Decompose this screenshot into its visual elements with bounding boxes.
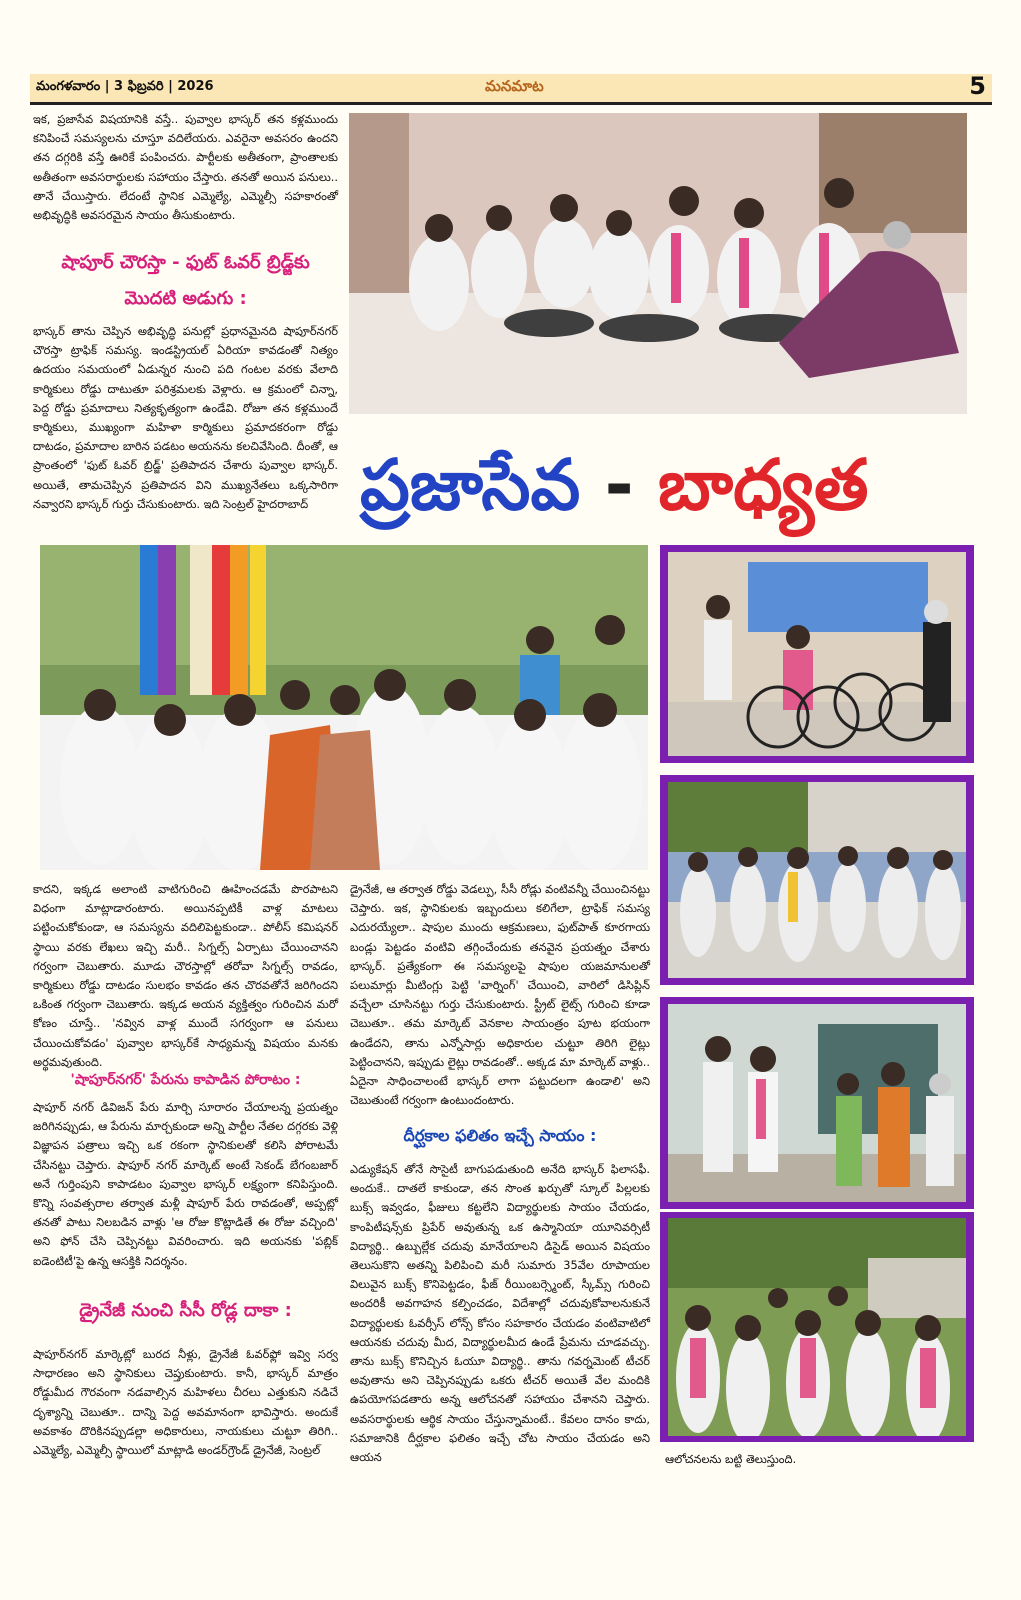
article-ending-line: ఆలోచనలను బట్టి తెలుస్తుంది.: [665, 1452, 797, 1466]
gathering-photo: [668, 1218, 966, 1436]
subhead-shapurnagar: 'షాపూర్‌నగర్' పేరును కాపాడిన పోరాటం :: [70, 1072, 301, 1088]
headline-part1: ప్రజాసేవ: [360, 444, 581, 526]
header-paper-name: మనమాట: [485, 77, 544, 95]
article-paragraph-4: షాపూర్ నగర్ డివిజన్ పేరు మార్చి సూరారం చేయాలన్న ప్రయత్నం జరిగినప్పుడు, ఆ పేరును మార్చకుండా అన్ని పార్టీల నేతల దగ్గరకు వెళ్లి విజ్ఞాపన పత్రాలు ఇచ్చి ఒక రకంగా స్థానికులతో కలిసి పోరాటమే చేసినట్టు చెప్తారు. షాపూర్ నగర్ మార్కెట్ అంటే సెకండ్ బేగంబజార్ అనే గుర్తింపుని కాపాడటం పువ్వాల భాస్కర్ లక్ష్యంగా కనిపిస్తుంది. కొన్ని సంవత్సరాల తర్వాత మళ్లీ షాపూర్ పేరు రావడంతో, అప్పట్లో తనతో పాటు నిలబడిన వాళ్లు 'ఆ రోజు కొట్లాడితే ఈ రోజు వచ్చింది' అని ఫోన్ చేసి చెప్పినట్టు వివరించారు. ఇది అయనకు 'పబ్లిక్ ఐడెంటిటీ'పై ఉన్న ఆసక్తికి నిదర్శనం.: [33, 1100, 338, 1268]
article-paragraph-1: ఇక, ప్రజాసేవ విషయానికి వస్తే.. పువ్వాల భాస్కర్ తన కళ్లముందు కనిపించే సమస్యలను చూస్తూ వదిలేయరు. ఎవరైనా అవసరం ఉందని తన దగ్గరికి వస్తే ఊరికే పంపించరు. పార్టీలకు అతీతంగా, ప్రాంతాలకు అతీతంగా అవసరార్థులకు సహాయం చేస్తారు. తనతో అయిన పనులు.. తానే చేయిస్తారు. లేదంటే స్థానిక ఎమ్మెల్యే, ఎమ్మెల్సీ సహకారంతో అభివృద్ధికి అవసరమైన సాయం తీసుకుంటారు.: [33, 112, 338, 223]
house-visit-photo: [668, 1004, 966, 1202]
article-paragraph-7: ఎడ్యుకేషన్ తోనే సొసైటీ బాగుపడుతుంది అనేది భాస్కర్ ఫిలాసఫీ. అందుకే.. దాతలే కాకుండా, తన సొంత ఖర్చుతో స్కూల్ పిల్లలకు బుక్స్ ఇవ్వడం, ఫీజులు కట్టలేని విద్యార్థులకు సాయం చేయడం, కాంపిటీషన్స్‌కు ప్రిపేర్ అవుతున్న ఒక ఉస్మానియా యూనివర్సిటీ విద్యార్థి.. ఉబ్బుల్లేక చదువు మానేయాలని డిసైడ్ అయిన విషయం తెలుసుకొని అతన్ని పిలిపించి మరీ సుమారు 35వేల రూపాయల విలువైన బుక్స్ కొనిపెట్టడం, ఫీజ్ రీయింబర్స్మెంట్, స్కీమ్స్ గురించి అందరికీ అవగాహన కల్పించడం, విదేశాల్లో చదువుకోవాలనుకునే విద్యార్థులకు ఓవర్సీస్ లోన్స్ కోసం సహకారం చేయడం వంటివాటిలో ఆయనకు చదువు మీద, విద్యార్థులమీద ఉండే ప్రేమను చూడవచ్చు. తాను బుక్స్ కొనిచ్చిన ఓయూ విద్యార్థి.. తాను గవర్నమెంట్ టీచర్ అవుతాను అని చెప్పినప్పుడు ఒకరు టీచర్ అయితే వేల మందికి ఉపయోగపడతారు అన్న ఆలోచనతో సహాయం చేశానని చెప్తారు. అవసరార్థులకు ఆర్థిక సాయం చేస్తున్నామంటే.. కేవలం దానం కాదు, సమాజానికి దీర్ఘకాల ఫలితం ఇచ్చే చోట సాయం చేయడం అని ఆయన: [350, 1162, 650, 1465]
crowd-photo: [668, 782, 966, 978]
header-date: మంగళవారం | 3 ఫిబ్రవరి | 2026: [36, 79, 214, 94]
headline-dash: -: [580, 444, 659, 526]
subhead-drainage: డ్రైనేజీ నుంచి సీసీ రోడ్ల దాకా :: [79, 1300, 292, 1321]
article-paragraph-2: భాస్కర్ తాను చెప్పిన అభివృద్ధి పనుల్లో ప్రధానమైనది షాపూర్‌నగర్ చౌరస్తా ట్రాఫిక్ సమస్య. ఇండస్ట్రియల్ ఏరియా కావడంతో నిత్యం ఉదయం సమయంలో ఏడున్నర నుంచి పది గంటల వరకు వేలాది కార్మికులు రోడ్డు దాటుతూ పరిశ్రమలకు వెళ్లారు. ఆ క్రమంలో చిన్నా, పెద్ద రోడ్డు ప్రమాదాలు నిత్యకృత్యంగా ఉండేవి. రోజూ తన కళ్లముందే కార్మికులు, ముఖ్యంగా మహిళా కార్మికులు ప్రమాదకరంగా రోడ్డు దాటడం, ప్రమాదాల బారిన పడటం అయనను కలచివేసింది. దీంతో, ఆ ప్రాంతంలో 'ఫుట్ ఓవర్ బ్రిడ్జ్' ప్రతిపాదన చేశారు పువ్వాల భాస్కర్. అయితే, తామచెప్పిన ప్రతిపాదన విని ముఖ్యనేతలు ఒక్కసారిగా నవ్వారని భాస్కర్ గుర్తు చేసుకుంటారు. ఇది సెంట్రల్ హైదరాబాద్: [33, 324, 338, 511]
headline: [360, 440, 980, 530]
tricycle-photo: [668, 552, 966, 756]
header-page-number: 5: [969, 72, 986, 100]
headline-part2: బాధ్యత: [658, 444, 869, 526]
article-paragraph-5: షాపూర్‌నగర్ మార్కెట్లో బురద నీళ్లు, డ్రైనేజీ ఓవర్‌ఫ్లో ఇవ్వి సర్వ సాధారణం అని స్థానికులు చెప్తుకుంటారు. కానీ, భాస్కర్ మాత్రం రోడ్డుమీద గౌరవంగా నడవాల్సిన మహిళలు చీరలు ఎత్తుకుని నడిచే దృశ్యాన్ని చెబుతూ.. దాన్ని పెద్ద అవమానంగా భావిస్తారు. అందుకే అవకాశం దొరికినప్పుడల్లా అధికారులు, నాయకులు చుట్టూ తిరిగి.. ఎమ్మెల్యే, ఎమ్మెల్సీ స్థాయిలో మాట్లాడి అండర్‌గ్రౌండ్ డ్రైనేజీ, సెంట్రల్: [33, 1347, 338, 1458]
group-photo: [40, 545, 648, 870]
subhead-footbridge-line2: మొదటి అడుగు :: [124, 288, 247, 309]
article-paragraph-3: కాదని, ఇక్కడ అలాంటి వాటిగురించి ఊహించడమే పొరపాటని విధంగా మాట్లాడారంటారు. అయినప్పటికీ వాళ్ల మాటలు పట్టించుకోకుండా, ఆ సమస్యను వదిలిపెట్టకుండా.. పోలీస్ కమిషనర్ స్థాయి వరకు లేఖలు ఇచ్చి మరీ.. సిగ్నల్స్ ఏర్పాటు చేయించానని గర్వంగా చెబుతారు. మూడు చౌరస్తాల్లో తరోవా సిగ్నల్స్ రావడం, కార్మికులు రోడ్డు దాటడం సులభం కావడం తన చొరవతోనే జరిగిందని ఒకింత గర్వంగా చెబుతారు. ఇక్కడ అయన వ్యక్తిత్వం గురించిన మరో కోణం చూస్తే.. 'నవ్విన వాళ్ల ముందే సగర్వంగా ఆ పనులు చేయించుకోవడం' పువ్వాల భాస్కర్‌కే సాధ్యమన్న విషయం మనకు అర్థమవుతుంది.: [33, 882, 338, 1069]
subhead-footbridge-line1: షాపూర్ చౌరస్తా - ఫుట్ ఓవర్ బ్రిడ్జ్‌కు: [61, 252, 310, 273]
page-header: [30, 74, 992, 105]
subhead-long-term-help: దీర్ఘకాల ఫలితం ఇచ్చే సాయం :: [403, 1126, 597, 1145]
article-paragraph-6: డ్రైనేజీ, ఆ తర్వాత రోడ్డు వెడల్పు, సీసీ రోడ్లు వంటివన్నీ చేయించినట్టు చెప్తారు. ఇక, స్థానికులకు ఇబ్బందులు కలిగేలా, ట్రాఫిక్ సమస్య ఎదురయ్యేలా.. షాపుల ముందు ఆక్రమణలు, ఫుట్‌పాత్ కూరగాయ బండ్లు పెట్టడం వంటివి తగ్గించేందుకు తనవైన ప్రయత్నం చేశారు భాస్కర్. ప్రత్యేకంగా ఈ సమస్యలపై షాపుల యజమానులతో పలుమార్లు మీటింగ్లు పెట్టి 'వార్నింగ్' చేయించి, వారిలో డిసిప్లిన్ వచ్చేలా చూసినట్టు గుర్తు చేసుకుంటారు. స్ట్రీట్ లైట్స్ గురించి కూడా చెబుతూ.. తమ మార్కెట్ వెనకాల సాయంత్రం పూట భయంగా ఉండేదని, తాను ఎన్నోసార్లు అధికారుల చుట్టూ తిరిగి లైట్లు పెట్టించానని, ఇప్పుడు లైట్లు రావడంతో.. అక్కడ మా మార్కెట్ వాళ్లు.. ఏదైనా సాధించాలంటే భాస్కర్ లాగా పట్టుదలగా ఉండాలి' అని చెబుతుంటే గర్వంగా ఉంటుందంటారు.: [350, 882, 650, 1108]
meeting-photo: [349, 113, 967, 414]
